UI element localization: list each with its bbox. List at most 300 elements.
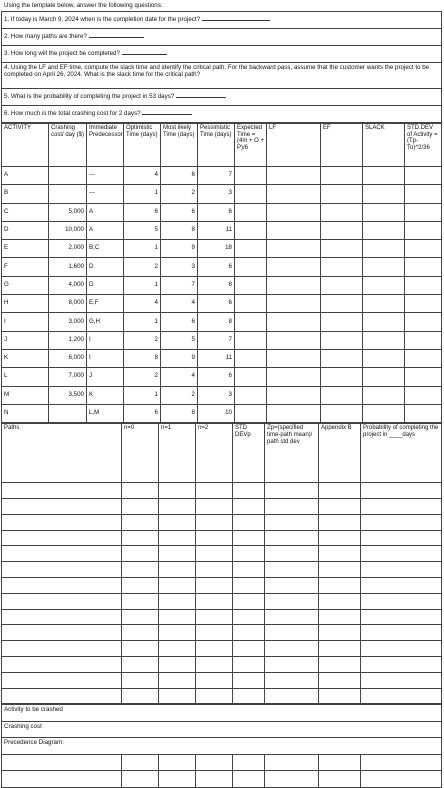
blank-cell bbox=[267, 221, 321, 239]
predecessor-cell: D bbox=[87, 258, 124, 276]
blank-cell bbox=[122, 483, 159, 499]
blank-cell bbox=[319, 546, 361, 562]
blank-cell bbox=[265, 688, 319, 704]
blank-cell bbox=[405, 185, 442, 203]
blank-cell bbox=[233, 483, 265, 499]
blank-cell bbox=[267, 167, 321, 185]
blank-cell bbox=[265, 593, 319, 609]
blank-cell bbox=[321, 276, 363, 294]
path-row bbox=[2, 672, 442, 688]
blank-cell bbox=[235, 368, 267, 386]
most-likely-cell: 6 bbox=[161, 203, 198, 221]
crash-cost-cell: 8,000 bbox=[49, 295, 87, 313]
blank-cell bbox=[363, 404, 405, 422]
blank-cell bbox=[2, 483, 122, 499]
blank-cell bbox=[361, 625, 442, 641]
blank-cell bbox=[265, 609, 319, 625]
blank-cell bbox=[405, 349, 442, 367]
activity-name: J bbox=[2, 331, 49, 349]
crashing-cost-label: Crashing cost bbox=[2, 721, 442, 738]
blank-cell bbox=[361, 577, 442, 593]
blank-cell bbox=[196, 546, 233, 562]
question-2: 2. How many paths are there? bbox=[2, 29, 442, 46]
blank-cell bbox=[196, 577, 233, 593]
blank-cell bbox=[233, 641, 265, 657]
blank-cell bbox=[363, 221, 405, 239]
optimistic-cell: 4 bbox=[124, 295, 161, 313]
blank-cell bbox=[2, 656, 122, 672]
path-row bbox=[2, 625, 442, 641]
blank-cell bbox=[122, 656, 159, 672]
predecessor-cell: B,C bbox=[87, 240, 124, 258]
blank-cell bbox=[267, 276, 321, 294]
blank-cell bbox=[405, 240, 442, 258]
pessimistic-cell: 6 bbox=[198, 203, 235, 221]
blank-cell bbox=[196, 562, 233, 578]
blank-cell bbox=[361, 609, 442, 625]
blank-cell bbox=[122, 562, 159, 578]
blank-cell bbox=[233, 593, 265, 609]
activity-to-be-crashed-label: Activity to be crashed bbox=[2, 705, 442, 722]
blank-cell bbox=[159, 593, 196, 609]
blank-cell bbox=[122, 546, 159, 562]
blank-cell bbox=[265, 641, 319, 657]
blank-cell bbox=[405, 276, 442, 294]
blank-cell bbox=[159, 656, 196, 672]
blank-cell bbox=[405, 221, 442, 239]
blank-cell bbox=[233, 546, 265, 562]
blank-cell bbox=[319, 562, 361, 578]
predecessor-cell: I bbox=[87, 349, 124, 367]
activity-row bbox=[2, 167, 442, 185]
blank-cell bbox=[233, 514, 265, 530]
crash-cost-cell bbox=[49, 167, 87, 185]
blank-cell bbox=[405, 386, 442, 404]
blank-cell bbox=[321, 313, 363, 331]
header-activity: ACTIVITY bbox=[2, 124, 49, 167]
blank-cell bbox=[319, 483, 361, 499]
blank-cell bbox=[122, 498, 159, 514]
blank-cell bbox=[321, 221, 363, 239]
blank-cell bbox=[2, 498, 122, 514]
blank-cell bbox=[267, 404, 321, 422]
header-expected: Expected Time = (4m + O + P)/6 bbox=[235, 124, 267, 167]
blank-cell bbox=[319, 514, 361, 530]
question-5: 5. What is the probability of completing the project in 53 days? bbox=[2, 89, 442, 106]
most-likely-cell: 4 bbox=[161, 295, 198, 313]
blank-cell bbox=[2, 562, 122, 578]
blank-cell bbox=[265, 625, 319, 641]
optimistic-cell: 8 bbox=[124, 349, 161, 367]
pessimistic-cell: 8 bbox=[198, 276, 235, 294]
path-row bbox=[2, 483, 442, 499]
question-6: 6. How much is the total crashing cost for 2 days? bbox=[2, 106, 442, 123]
precedence-diagram-label: Precedence Diagram: bbox=[2, 738, 442, 755]
predecessor-cell: I bbox=[87, 331, 124, 349]
most-likely-cell: 9 bbox=[161, 240, 198, 258]
paths-table bbox=[1, 423, 442, 704]
blank-cell bbox=[361, 483, 442, 499]
blank-cell bbox=[159, 672, 196, 688]
pessimistic-cell: 10 bbox=[198, 404, 235, 422]
path-row bbox=[2, 562, 442, 578]
blank-cell bbox=[196, 530, 233, 546]
path-row bbox=[2, 688, 442, 704]
path-row bbox=[2, 530, 442, 546]
blank-cell bbox=[235, 295, 267, 313]
blank-cell bbox=[319, 498, 361, 514]
header-crash-cost: Crashing cost/ day ($) bbox=[49, 124, 87, 167]
blank-cell bbox=[122, 577, 159, 593]
pessimistic-cell: 7 bbox=[198, 167, 235, 185]
activity-row bbox=[2, 258, 442, 276]
path-row bbox=[2, 514, 442, 530]
blank-cell bbox=[196, 672, 233, 688]
blank-cell bbox=[122, 514, 159, 530]
blank-cell bbox=[405, 331, 442, 349]
blank-cell bbox=[361, 498, 442, 514]
predecessor-cell: --- bbox=[87, 185, 124, 203]
blank-cell bbox=[235, 221, 267, 239]
blank-cell bbox=[361, 546, 442, 562]
most-likely-cell: 2 bbox=[161, 386, 198, 404]
most-likely-cell: 2 bbox=[161, 185, 198, 203]
activity-header-row bbox=[2, 124, 442, 167]
blank-cell bbox=[159, 688, 196, 704]
blank-cell bbox=[2, 514, 122, 530]
most-likely-cell: 4 bbox=[161, 368, 198, 386]
header-lf: LF bbox=[267, 124, 321, 167]
blank-cell bbox=[122, 593, 159, 609]
pessimistic-cell: 7 bbox=[198, 331, 235, 349]
blank-cell bbox=[363, 258, 405, 276]
crash-cost-cell: 1,600 bbox=[49, 258, 87, 276]
blank-cell bbox=[405, 295, 442, 313]
blank-cell bbox=[196, 593, 233, 609]
predecessor-cell: K bbox=[87, 386, 124, 404]
blank-cell bbox=[159, 530, 196, 546]
blank-cell bbox=[2, 593, 122, 609]
crash-cost-cell bbox=[49, 404, 87, 422]
blank-cell bbox=[233, 562, 265, 578]
blank-cell bbox=[363, 240, 405, 258]
blank-cell bbox=[405, 258, 442, 276]
optimistic-cell: 6 bbox=[124, 203, 161, 221]
optimistic-cell: 2 bbox=[124, 368, 161, 386]
blank-cell bbox=[361, 530, 442, 546]
blank-cell bbox=[267, 203, 321, 221]
blank-cell bbox=[2, 530, 122, 546]
blank-cell bbox=[361, 514, 442, 530]
path-row bbox=[2, 498, 442, 514]
most-likely-cell: 6 bbox=[161, 167, 198, 185]
blank-cell bbox=[405, 203, 442, 221]
activity-row bbox=[2, 295, 442, 313]
blank-cell bbox=[319, 609, 361, 625]
question-4: 4. Using the LF and EF time, compute the slack time and identify the critical path. For the backward pass, assume that the customer wants the project to be completed on April 26, 2024. What is the slack time for the critical path? bbox=[2, 63, 442, 89]
blank-cell bbox=[196, 514, 233, 530]
activity-row bbox=[2, 349, 442, 367]
optimistic-cell: 1 bbox=[124, 276, 161, 294]
pessimistic-cell: 11 bbox=[198, 349, 235, 367]
blank-cell bbox=[361, 672, 442, 688]
activity-name: B bbox=[2, 185, 49, 203]
most-likely-cell: 8 bbox=[161, 221, 198, 239]
activity-row bbox=[2, 313, 442, 331]
blank-cell bbox=[361, 641, 442, 657]
blank-cell bbox=[361, 562, 442, 578]
header-n2: n=2 bbox=[196, 424, 233, 483]
blank-cell bbox=[319, 656, 361, 672]
activity-row bbox=[2, 221, 442, 239]
blank-cell bbox=[265, 656, 319, 672]
blank-cell bbox=[122, 672, 159, 688]
blank-cell bbox=[235, 386, 267, 404]
blank-cell bbox=[196, 641, 233, 657]
path-row bbox=[2, 641, 442, 657]
blank-cell bbox=[2, 577, 122, 593]
blank-cell bbox=[265, 483, 319, 499]
path-row bbox=[2, 593, 442, 609]
blank-cell bbox=[159, 625, 196, 641]
most-likely-cell: 5 bbox=[161, 331, 198, 349]
blank-cell bbox=[267, 368, 321, 386]
blank-cell bbox=[405, 368, 442, 386]
blank-cell bbox=[267, 386, 321, 404]
predecessor-cell: G,H bbox=[87, 313, 124, 331]
crash-cost-cell: 2,000 bbox=[49, 240, 87, 258]
blank-cell bbox=[196, 625, 233, 641]
crash-cost-cell: 3,000 bbox=[49, 313, 87, 331]
blank-cell bbox=[405, 404, 442, 422]
header-slack: SLACK bbox=[363, 124, 405, 167]
blank-cell bbox=[321, 295, 363, 313]
activity-name: L bbox=[2, 368, 49, 386]
predecessor-cell: L,M bbox=[87, 404, 124, 422]
blank-cell bbox=[361, 656, 442, 672]
most-likely-cell: 9 bbox=[161, 349, 198, 367]
blank-cell bbox=[233, 498, 265, 514]
pessimistic-cell: 11 bbox=[198, 221, 235, 239]
blank-cell bbox=[267, 313, 321, 331]
path-row bbox=[2, 577, 442, 593]
blank-cell bbox=[2, 688, 122, 704]
activity-name: H bbox=[2, 295, 49, 313]
activity-row bbox=[2, 368, 442, 386]
predecessor-cell: D bbox=[87, 276, 124, 294]
activity-name: I bbox=[2, 313, 49, 331]
activity-name: G bbox=[2, 276, 49, 294]
pessimistic-cell: 3 bbox=[198, 185, 235, 203]
path-row bbox=[2, 546, 442, 562]
blank-cell bbox=[321, 203, 363, 221]
blank-cell bbox=[321, 185, 363, 203]
blank-cell bbox=[363, 185, 405, 203]
header-appendix: Appendix B bbox=[319, 424, 361, 483]
most-likely-cell: 6 bbox=[161, 313, 198, 331]
activity-name: K bbox=[2, 349, 49, 367]
activity-row bbox=[2, 386, 442, 404]
blank-cell bbox=[233, 609, 265, 625]
blank-cell bbox=[319, 530, 361, 546]
blank-cell bbox=[235, 240, 267, 258]
footer-blank-row bbox=[2, 754, 442, 771]
predecessor-cell: A bbox=[87, 203, 124, 221]
blank-cell bbox=[196, 656, 233, 672]
blank-cell bbox=[265, 672, 319, 688]
header-probability: Probability of completing the project in ____days bbox=[361, 424, 442, 483]
paths-rows bbox=[2, 483, 442, 704]
blank-cell bbox=[267, 240, 321, 258]
blank-cell bbox=[321, 240, 363, 258]
crash-cost-cell: 1,200 bbox=[49, 331, 87, 349]
question-3: 3. How long will the project be completed? bbox=[2, 46, 442, 63]
optimistic-cell: 1 bbox=[124, 240, 161, 258]
activity-row bbox=[2, 276, 442, 294]
crash-cost-cell: 5,000 bbox=[49, 203, 87, 221]
blank-cell bbox=[319, 641, 361, 657]
blank-cell bbox=[319, 688, 361, 704]
blank-cell bbox=[2, 641, 122, 657]
blank-cell bbox=[235, 167, 267, 185]
blank-cell bbox=[321, 368, 363, 386]
blank-cell bbox=[235, 404, 267, 422]
blank-cell bbox=[2, 625, 122, 641]
blank-cell bbox=[363, 313, 405, 331]
activity-name: E bbox=[2, 240, 49, 258]
pessimistic-cell: 6 bbox=[198, 295, 235, 313]
blank-cell bbox=[265, 577, 319, 593]
blank-cell bbox=[159, 577, 196, 593]
blank-cell bbox=[363, 331, 405, 349]
crash-cost-cell: 3,500 bbox=[49, 386, 87, 404]
activity-name: A bbox=[2, 167, 49, 185]
optimistic-cell: 1 bbox=[124, 185, 161, 203]
activity-name: M bbox=[2, 386, 49, 404]
blank-cell bbox=[267, 295, 321, 313]
activity-rows bbox=[2, 167, 442, 423]
predecessor-cell: J bbox=[87, 368, 124, 386]
path-row bbox=[2, 656, 442, 672]
blank-cell bbox=[319, 577, 361, 593]
blank-cell bbox=[233, 656, 265, 672]
blank-cell bbox=[405, 167, 442, 185]
blank-cell bbox=[122, 688, 159, 704]
header-paths: Paths bbox=[2, 424, 122, 483]
activity-row bbox=[2, 203, 442, 221]
blank-cell bbox=[235, 313, 267, 331]
blank-cell bbox=[265, 546, 319, 562]
blank-cell bbox=[267, 185, 321, 203]
pessimistic-cell: 6 bbox=[198, 368, 235, 386]
blank-cell bbox=[122, 641, 159, 657]
blank-cell bbox=[233, 625, 265, 641]
activity-row bbox=[2, 331, 442, 349]
header-pessimistic: Pessimistic Time (days) bbox=[198, 124, 235, 167]
blank-cell bbox=[233, 577, 265, 593]
pessimistic-cell: 3 bbox=[198, 386, 235, 404]
blank-cell bbox=[361, 688, 442, 704]
blank-cell bbox=[363, 167, 405, 185]
blank-cell bbox=[319, 593, 361, 609]
optimistic-cell: 1 bbox=[124, 386, 161, 404]
activity-name: D bbox=[2, 221, 49, 239]
blank-cell bbox=[235, 258, 267, 276]
blank-cell bbox=[159, 562, 196, 578]
blank-cell bbox=[265, 562, 319, 578]
blank-cell bbox=[321, 258, 363, 276]
footer-table bbox=[1, 704, 442, 788]
blank-cell bbox=[2, 672, 122, 688]
predecessor-cell: A bbox=[87, 221, 124, 239]
blank-cell bbox=[321, 349, 363, 367]
blank-cell bbox=[405, 313, 442, 331]
blank-cell bbox=[122, 609, 159, 625]
crash-cost-cell: 7,000 bbox=[49, 368, 87, 386]
worksheet bbox=[1, 1, 441, 788]
blank-cell bbox=[361, 593, 442, 609]
blank-cell bbox=[321, 386, 363, 404]
blank-cell bbox=[235, 276, 267, 294]
blank-cell bbox=[267, 331, 321, 349]
pessimistic-cell: 6 bbox=[198, 258, 235, 276]
activity-table bbox=[1, 123, 442, 423]
activity-name: F bbox=[2, 258, 49, 276]
blank-cell bbox=[267, 258, 321, 276]
activity-name: N bbox=[2, 404, 49, 422]
blank-cell bbox=[267, 349, 321, 367]
crash-cost-cell: 6,000 bbox=[49, 349, 87, 367]
blank-cell bbox=[235, 203, 267, 221]
header-n1: n=1 bbox=[159, 424, 196, 483]
blank-cell bbox=[122, 625, 159, 641]
paths-header-row bbox=[2, 424, 442, 483]
blank-cell bbox=[363, 386, 405, 404]
header-ef: EF bbox=[321, 124, 363, 167]
optimistic-cell: 2 bbox=[124, 331, 161, 349]
optimistic-cell: 6 bbox=[124, 404, 161, 422]
blank-cell bbox=[265, 530, 319, 546]
blank-cell bbox=[235, 185, 267, 203]
blank-cell bbox=[235, 349, 267, 367]
blank-cell bbox=[321, 404, 363, 422]
blank-cell bbox=[196, 498, 233, 514]
blank-cell bbox=[363, 349, 405, 367]
blank-cell bbox=[363, 203, 405, 221]
crash-cost-cell: 4,000 bbox=[49, 276, 87, 294]
blank-cell bbox=[363, 276, 405, 294]
most-likely-cell: 7 bbox=[161, 276, 198, 294]
blank-cell bbox=[265, 498, 319, 514]
activity-row bbox=[2, 185, 442, 203]
header-optimistic: Optimistic Time (days) bbox=[124, 124, 161, 167]
optimistic-cell: 1 bbox=[124, 313, 161, 331]
blank-cell bbox=[159, 609, 196, 625]
blank-cell bbox=[363, 295, 405, 313]
header-n0: n=0 bbox=[122, 424, 159, 483]
blank-cell bbox=[2, 609, 122, 625]
blank-cell bbox=[159, 483, 196, 499]
path-row bbox=[2, 609, 442, 625]
header-zp: Zp=(specified time-path mean)/ path std dev bbox=[265, 424, 319, 483]
blank-cell bbox=[321, 331, 363, 349]
predecessor-cell: E,F bbox=[87, 295, 124, 313]
crash-cost-cell bbox=[49, 185, 87, 203]
footer-blank-row bbox=[2, 771, 442, 788]
most-likely-cell: 3 bbox=[161, 258, 198, 276]
blank-cell bbox=[363, 368, 405, 386]
blank-cell bbox=[159, 498, 196, 514]
